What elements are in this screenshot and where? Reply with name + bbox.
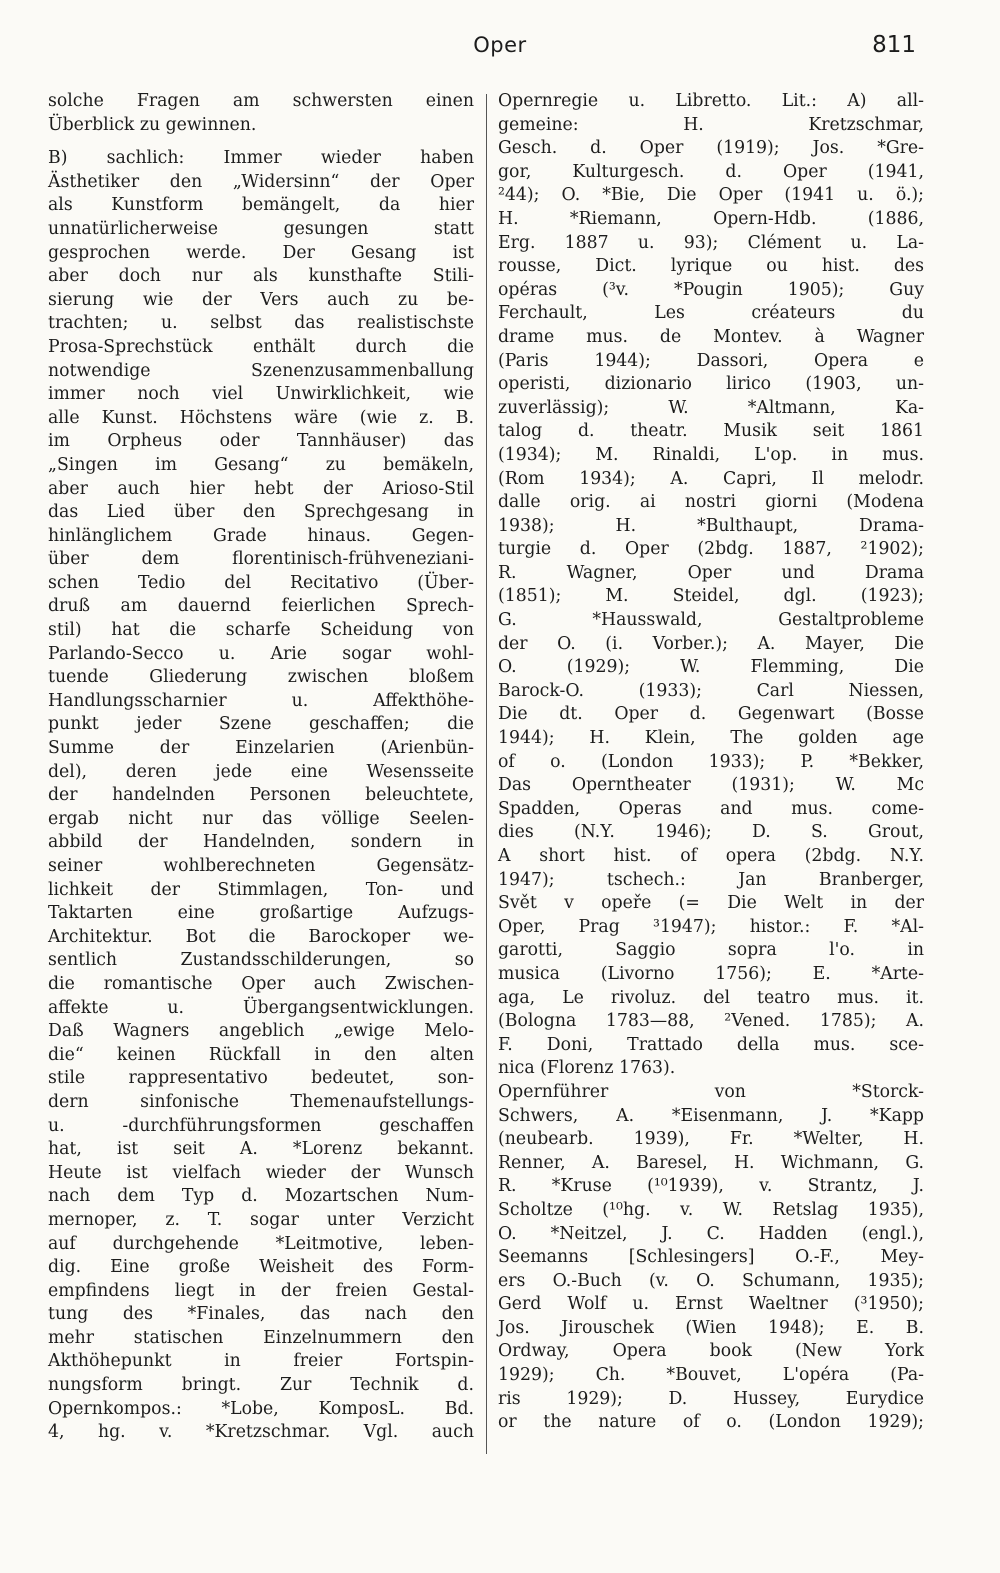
text-line: Prosa-Sprechstück enthält durch die bbox=[48, 336, 474, 357]
text-line: die“ keinen Rückfall in den alten bbox=[48, 1044, 474, 1065]
text-line: B) sachlich: Immer wieder haben bbox=[48, 148, 474, 169]
text-line: O. (1929); W. Flemming, Die bbox=[498, 657, 924, 678]
text-line: unnatürlicherweise gesungen statt bbox=[48, 218, 474, 239]
text-line: operisti, dizionario lirico (1903, un- bbox=[498, 374, 924, 395]
text-line: Parlando-Secco u. Arie sogar wohl- bbox=[48, 643, 474, 664]
text-line: (1934); M. Rinaldi, L'op. in mus. bbox=[498, 444, 924, 465]
text-line: stile rappresentativo bedeutet, son- bbox=[48, 1068, 474, 1089]
left-column bbox=[48, 90, 474, 1445]
text-line: mernoper, z. T. sogar unter Verzicht bbox=[48, 1209, 474, 1230]
text-line: ris 1929); D. Hussey, Eurydice bbox=[498, 1388, 924, 1409]
text-line: (Rom 1934); A. Capri, Il melodr. bbox=[498, 468, 924, 489]
text-line: mehr statischen Einzelnummern den bbox=[48, 1327, 474, 1348]
text-line: (Paris 1944); Dassori, Opera e bbox=[498, 350, 924, 371]
text-line: 1929); Ch. *Bouvet, L'opéra (Pa- bbox=[498, 1365, 924, 1386]
text-line: lichkeit der Stimmlagen, Ton- und bbox=[48, 879, 474, 900]
text-line: Architektur. Bot die Barockoper we- bbox=[48, 926, 474, 947]
text-line: aga, Le rivoluz. del teatro mus. it. bbox=[498, 987, 924, 1008]
text-line: Taktarten eine großartige Aufzugs- bbox=[48, 903, 474, 924]
page-number: 811 bbox=[872, 32, 916, 58]
text-line: nach dem Typ d. Mozartschen Num- bbox=[48, 1186, 474, 1207]
text-line: sierung wie der Vers auch zu be- bbox=[48, 289, 474, 310]
text-line: 1944); H. Klein, The golden age bbox=[498, 728, 924, 749]
text-line: Jos. Jirouschek (Wien 1948); E. B. bbox=[498, 1317, 924, 1338]
text-line: schen Tedio del Recitativo (Über- bbox=[48, 572, 474, 593]
text-line: im Orpheus oder Tannhäuser) das bbox=[48, 431, 474, 452]
text-line: Erg. 1887 u. 93); Clément u. La- bbox=[498, 232, 924, 253]
text-line: das Lied über den Sprechgesang in bbox=[48, 502, 474, 523]
text-line: Opernregie u. Libretto. Lit.: A) all- bbox=[498, 91, 924, 111]
text-line: opéras (³v. *Pougin 1905); Guy bbox=[498, 279, 924, 300]
text-line: Barock-O. (1933); Carl Niessen, bbox=[498, 680, 924, 701]
text-line: dies (N.Y. 1946); D. S. Grout, bbox=[498, 822, 924, 843]
text-line: der O. (i. Vorber.); A. Mayer, Die bbox=[498, 633, 924, 654]
text-line: H. *Riemann, Opern-Hdb. (1886, bbox=[498, 208, 924, 229]
text-line: Daß Wagners angeblich „ewige Melo- bbox=[48, 1021, 474, 1042]
text-line: affekte u. Übergangsentwicklungen. bbox=[48, 997, 474, 1018]
text-line: (Bologna 1783—88, ²Vened. 1785); A. bbox=[498, 1011, 924, 1032]
text-line: „Singen im Gesang“ zu bemäkeln, bbox=[48, 454, 474, 475]
text-line: gor, Kulturgesch. d. Oper (1941, bbox=[498, 161, 924, 182]
text-line: Seemanns [Schlesingers] O.-F., Mey- bbox=[498, 1247, 924, 1268]
text-line: Svět v opeře (= Die Welt in der bbox=[498, 893, 924, 914]
text-line: 4, hg. v. *Kretzschmar. Vgl. auch bbox=[48, 1422, 474, 1443]
text-line: dern sinfonische Themenaufstellungs- bbox=[48, 1091, 474, 1112]
text-line: trachten; u. selbst das realistischste bbox=[48, 313, 474, 334]
text-line: of o. (London 1933); P. *Bekker, bbox=[498, 751, 924, 772]
text-line: ergab nicht nur das völlige Seelen- bbox=[48, 808, 474, 829]
text-line: gemeine: H. Kretzschmar, bbox=[498, 114, 924, 135]
text-line: R. *Kruse (¹⁰1939), v. Strantz, J. bbox=[498, 1176, 924, 1197]
text-line: auf durchgehende *Leitmotive, leben- bbox=[48, 1233, 474, 1254]
text-line: hinlänglichem Grade hinaus. Gegen- bbox=[48, 525, 474, 546]
text-line: hat, ist seit A. *Lorenz bekannt. bbox=[48, 1139, 474, 1160]
text-line: empfindens liegt in der freien Gestal- bbox=[48, 1280, 474, 1301]
text-line: abbild der Handelnden, sondern in bbox=[48, 832, 474, 853]
text-line: (neubearb. 1939), Fr. *Welter, H. bbox=[498, 1129, 924, 1150]
text-line: alle Kunst. Höchstens wäre (wie z. B. bbox=[48, 407, 474, 428]
text-line: Handlungsscharnier u. Affekthöhe- bbox=[48, 690, 474, 711]
text-line: tung des *Finales, das nach den bbox=[48, 1304, 474, 1325]
text-line: nica (Florenz 1763). bbox=[498, 1058, 676, 1079]
paragraph-gap bbox=[48, 137, 474, 147]
text-line: ers O.-Buch (v. O. Schumann, 1935); bbox=[498, 1270, 924, 1291]
right-column bbox=[498, 90, 924, 1435]
text-line: dalle orig. ai nostri giorni (Modena bbox=[498, 492, 924, 513]
column-rule bbox=[486, 94, 487, 1454]
text-line: seiner wohlberechneten Gegensätz- bbox=[48, 856, 474, 876]
text-line: nungsform bringt. Zur Technik d. bbox=[48, 1375, 474, 1396]
text-line: A short hist. of opera (2bdg. N.Y. bbox=[498, 846, 924, 866]
text-line: del), deren jede eine Wesensseite bbox=[48, 761, 474, 782]
text-line: rousse, Dict. lyrique ou hist. des bbox=[498, 256, 924, 277]
text-line: notwendige Szenenzusammenballung bbox=[48, 360, 474, 381]
text-line: Spadden, Operas and mus. come- bbox=[498, 798, 924, 819]
text-line: Oper, Prag ³1947); histor.: F. *Al- bbox=[498, 916, 924, 937]
text-line: musica (Livorno 1756); E. *Arte- bbox=[498, 963, 924, 984]
text-line: garotti, Saggio sopra l'o. in bbox=[498, 940, 924, 961]
text-line: Heute ist vielfach wieder der Wunsch bbox=[48, 1162, 474, 1183]
text-line: als Kunstform bemängelt, da hier bbox=[48, 195, 474, 216]
text-line: O. *Neitzel, J. C. Hadden (engl.), bbox=[498, 1223, 924, 1244]
text-line: tuende Gliederung zwischen bloßem bbox=[48, 667, 474, 688]
text-line: Scholtze (¹⁰hg. v. W. Retslag 1935), bbox=[498, 1199, 924, 1220]
text-line: solche Fragen am schwersten einen bbox=[48, 91, 474, 111]
text-line: dig. Eine große Weisheit des Form- bbox=[48, 1257, 474, 1278]
text-line: Summe der Einzelarien (Arienbün- bbox=[48, 738, 474, 759]
text-line: turgie d. Oper (2bdg. 1887, ²1902); bbox=[498, 539, 924, 560]
text-line: Gesch. d. Oper (1919); Jos. *Gre- bbox=[498, 138, 924, 159]
text-line: Ferchault, Les créateurs du bbox=[498, 303, 924, 324]
text-line: u. -durchführungsformen geschaffen bbox=[48, 1115, 474, 1136]
text-line: (1851); M. Steidel, dgl. (1923); bbox=[498, 586, 924, 607]
text-line: G. *Hausswald, Gestaltprobleme bbox=[498, 610, 924, 631]
text-line: Schwers, A. *Eisenmann, J. *Kapp bbox=[498, 1105, 924, 1126]
text-line: F. Doni, Trattado della mus. sce- bbox=[498, 1034, 924, 1055]
text-line: Opernkompos.: *Lobe, KomposL. Bd. bbox=[48, 1398, 474, 1419]
text-line: Ordway, Opera book (New York bbox=[498, 1341, 924, 1362]
text-line: Opernführer von *Storck- bbox=[498, 1081, 924, 1102]
text-line: sentlich Zustandsschilderungen, so bbox=[48, 950, 474, 971]
running-head: Oper bbox=[473, 33, 527, 57]
text-line: druß am dauernd feierlichen Sprech- bbox=[48, 596, 474, 617]
text-line: stil) hat die scharfe Scheidung von bbox=[48, 620, 474, 641]
text-line: die romantische Oper auch Zwischen- bbox=[48, 973, 474, 994]
text-line: 1938); H. *Bulthaupt, Drama- bbox=[498, 515, 924, 536]
text-line: ²44); O. *Bie, Die Oper (1941 u. ö.); bbox=[498, 185, 924, 206]
text-line: Akthöhepunkt in freier Fortspin- bbox=[48, 1351, 474, 1372]
text-line: aber auch hier hebt der Arioso-Stil bbox=[48, 478, 474, 499]
text-line: R. Wagner, Oper und Drama bbox=[498, 562, 924, 583]
text-line: 1947); tschech.: Jan Branberger, bbox=[498, 869, 924, 890]
text-line: punkt jeder Szene geschaffen; die bbox=[48, 714, 474, 735]
text-line: Das Operntheater (1931); W. Mc bbox=[498, 775, 924, 796]
text-line: immer noch viel Unwirklichkeit, wie bbox=[48, 384, 474, 405]
text-line: Ästhetiker den „Widersinn“ der Oper bbox=[48, 171, 474, 192]
text-line: Die dt. Oper d. Gegenwart (Bosse bbox=[498, 704, 924, 725]
text-line: drame mus. de Montev. à Wagner bbox=[498, 326, 924, 347]
text-line: über dem florentinisch-frühvenezіani- bbox=[48, 549, 474, 570]
text-line: Renner, A. Baresel, H. Wichmann, G. bbox=[498, 1152, 924, 1173]
text-line: zuverlässig); W. *Altmann, Ka- bbox=[498, 397, 924, 418]
text-line: der handelnden Personen beleuchtete, bbox=[48, 785, 474, 806]
text-line: Überblick zu gewinnen. bbox=[48, 114, 257, 135]
text-line: aber doch nur als kunsthafte Stili- bbox=[48, 266, 474, 287]
text-line: or the nature of o. (London 1929); bbox=[498, 1412, 924, 1433]
text-line: gesprochen werde. Der Gesang ist bbox=[48, 242, 474, 263]
text-line: talog d. theatr. Musik seit 1861 bbox=[498, 421, 924, 442]
text-line: Gerd Wolf u. Ernst Waeltner (³1950); bbox=[498, 1294, 924, 1315]
